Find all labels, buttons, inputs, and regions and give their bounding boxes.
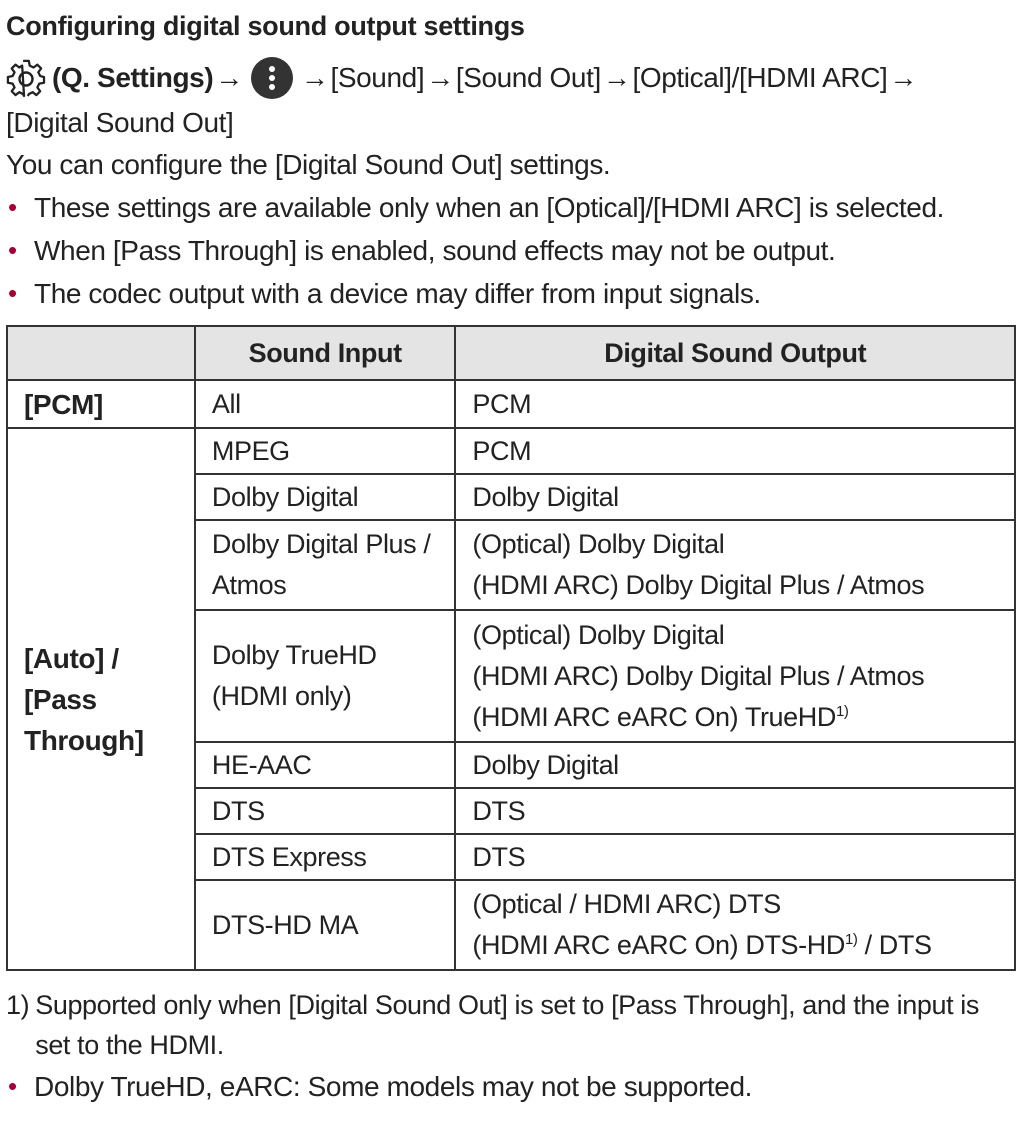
mode-cell-auto-pass-through [7,428,195,970]
footnote-mark: 1) [6,990,30,1020]
output-cell: PCM [455,428,1015,474]
table-header-row [7,326,1015,380]
footnote-ref: 1) [844,931,858,948]
output-cell: PCM [455,380,1015,428]
input-cell: Dolby Digital [195,474,456,520]
bullet-icon: • [8,235,17,265]
notes-list [6,186,1016,315]
input-cell: All [195,380,456,428]
output-cell [455,520,1015,610]
output-line: (Optical / HDMI ARC) DTS [472,889,781,919]
input-cell: MPEG [195,428,456,474]
final-notes-list [6,1065,1016,1108]
path-step-sound: [Sound] [330,62,425,93]
list-item-text: The codec output with a device may differ from input signals. [34,278,761,309]
mode-cell-pcm: [PCM] [7,380,195,428]
mode-label: [Auto] / [Pass Through] [24,642,144,756]
path-arrow: → [300,62,329,93]
input-cell: DTS-HD MA [195,880,456,970]
list-item [6,229,1016,272]
input-cell: Dolby Digital Plus / Atmos [195,520,456,610]
output-cell: Dolby Digital [455,742,1015,788]
bullet-icon: • [8,1071,17,1101]
list-item [6,272,1016,315]
output-line-text: (HDMI ARC eARC On) DTS-HD [472,930,845,960]
section-title: Configuring digital sound output settings [6,11,525,41]
gear-icon [6,58,46,98]
menu-path [6,54,1016,102]
input-cell: Dolby TrueHD (HDMI only) [195,610,456,742]
path-arrow: → [602,62,631,93]
table-row [7,380,1015,428]
path-step-sound-out: [Sound Out] [455,62,601,93]
output-line [472,697,998,738]
output-line: (Optical) Dolby Digital [472,529,725,559]
footnote-ref: 1) [835,702,849,720]
output-cell [455,610,1015,742]
path-arrow: → [889,62,918,93]
header-sound-input: Sound Input [195,326,456,380]
list-item [6,1065,1016,1108]
list-item-text: These settings are available only when an [Optical]/[HDMI ARC] is selected. [34,192,944,223]
path-arrow: → [215,62,243,93]
document-page [6,8,1016,1108]
output-line: (Optical) Dolby Digital [472,619,725,650]
bullet-icon: • [8,192,17,222]
path-step-digital-sound-out: [Digital Sound Out] [6,107,234,138]
output-cell [455,880,1015,970]
output-line: (HDMI ARC) Dolby Digital Plus / Atmos [472,660,925,691]
path-step-optical-hdmi: [Optical]/[HDMI ARC] [632,62,888,93]
footnote-text: Supported only when [Digital Sound Out] is set to [Pass Through], and the input is set to the HDMI. [35,990,980,1060]
output-line-text: (HDMI ARC eARC On) TrueHD [472,701,836,732]
output-cell: Dolby Digital [455,474,1015,520]
output-line: (HDMI ARC) Dolby Digital Plus / Atmos [472,570,925,600]
header-blank-cell [7,326,195,380]
list-item-text: When [Pass Through] is enabled, sound effects may not be output. [34,235,836,266]
input-cell: DTS Express [195,834,456,880]
table-row [7,428,1015,474]
intro-text: You can configure the [Digital Sound Out] settings. [6,149,611,180]
codec-table [6,325,1016,971]
quick-settings-label: (Q. Settings) [52,62,214,93]
input-cell: HE-AAC [195,742,456,788]
more-vertical-icon [251,57,293,99]
input-cell: DTS [195,788,456,834]
bullet-icon: • [8,278,17,308]
output-line [472,925,998,966]
output-cell: DTS [455,788,1015,834]
footnote [6,985,1016,1065]
header-digital-sound-output: Digital Sound Output [455,326,1015,380]
output-line-text: / DTS [857,930,932,960]
list-item-text: Dolby TrueHD, eARC: Some models may not be supported. [34,1071,753,1102]
list-item [6,186,1016,229]
path-arrow: → [426,62,454,93]
output-cell: DTS [455,834,1015,880]
